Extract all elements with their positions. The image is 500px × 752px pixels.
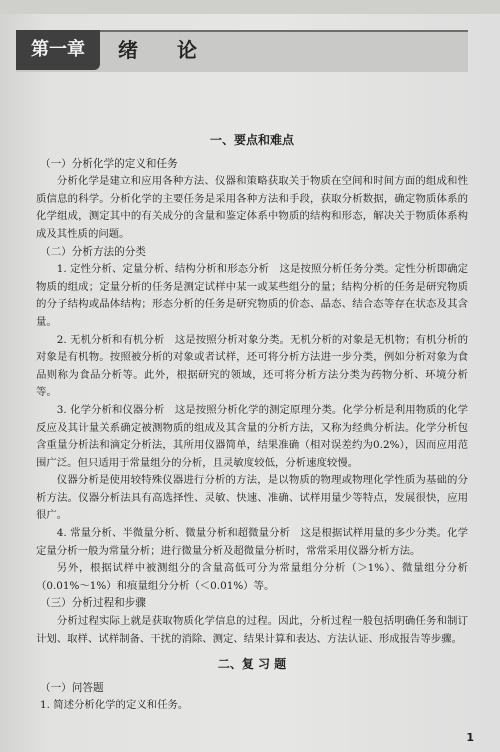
subheading-process: （三）分析过程和步骤: [40, 597, 146, 610]
paragraph-content-levels: 另外，根据试样中被测组分的含量高低可分为常量组分分析（＞1%）、微量组分分析（0.01%～1%）和痕量组分分析（＜0.01%）等。: [36, 562, 468, 592]
paragraph-classification-3: 3. 化学分析和仪器分析 这是按照分析化学的测定原理分类。化学分析是利用物质的化学反应及其计量关系确定被测物质的组成及其含量的分析方法，又称为经典分析法。化学分析包含重量分析法和滴定分析法，其所用仪器简单，结果准确（相对误差约为0.2%），因而应用范围广泛。但只适用于常量组分的分析，且灵敏度较低，分析速度较慢。: [36, 403, 468, 469]
page-number: 1: [466, 731, 474, 744]
question-1: 1. 简述分析化学的定义和任务。: [40, 699, 189, 712]
paragraph-classification-1: 1. 定性分析、定量分析、结构分析和形态分析 这是按照分析任务分类。定性分析即确定物质的组成；定量分析的任务是测定试样中某一或某些组分的量；结构分析的任务是研究物质的分子结构或晶体结构；形态分析的任务是研究物质的价态、晶态、结合态等存在状态及其含量。: [36, 263, 468, 328]
previous-page-edge: [0, 0, 500, 14]
subheading-questions: （一）问答题: [40, 681, 104, 694]
chapter-badge: 第一章: [16, 30, 100, 70]
paragraph-process: 分析过程实际上就是获取物质化学信息的过程。因此，分析过程一般包括明确任务和制订计划、取样、试样制备、干扰的消除、测定、结果计算和表达、方法认证、形成报告等步骤。: [36, 615, 468, 645]
subheading-definition: （一）分析化学的定义和任务: [40, 157, 178, 170]
subheading-classification: （二）分析方法的分类: [40, 245, 146, 258]
paragraph-instrument-analysis: 仪器分析是使用较特殊仪器进行分析的方法，是以物质的物理或物理化学性质为基础的分析方法。仪器分析法具有高选择性、灵敏、快速、准确、试样用量少等特点，发展很快，应用很广。: [36, 474, 468, 522]
paragraph-classification-2: 2. 无机分析和有机分析 这是按照分析对象分类。无机分析的对象是无机物；有机分析的对象是有机物。按照被分析的对象或者试样，还可将分析方法进一步分类，例如分析对象为食品则称为食品分析等。此外，根据研究的领域，还可将分析方法分类为药物分析、环境分析等。: [36, 333, 468, 399]
paragraph-definition: 分析化学是建立和应用各种方法、仪器和策略获取关于物质在空间和时间方面的组成和性质信息的科学。分析化学的主要任务是采用各种方法和手段，获取分析数据，确定物质体系的化学组成，测定其中的有关成分的含量和鉴定体系中物质的结构和形态，解决关于物质体系构成及其性质的问题。: [36, 175, 468, 240]
section-title-review: 二、复 习 题: [217, 657, 287, 672]
paragraph-classification-4: 4. 常量分析、半微量分析、微量分析和超微量分析 这是根据试样用量的多少分类。化学定量分析一般为常量分析；进行微量分析及超微量分析时，常常采用仪器分析方法。: [36, 527, 468, 557]
page-content: [36, 132, 468, 715]
section-title-key-points: 一、要点和难点: [209, 133, 294, 147]
chapter-title: 绪 论: [118, 38, 213, 62]
